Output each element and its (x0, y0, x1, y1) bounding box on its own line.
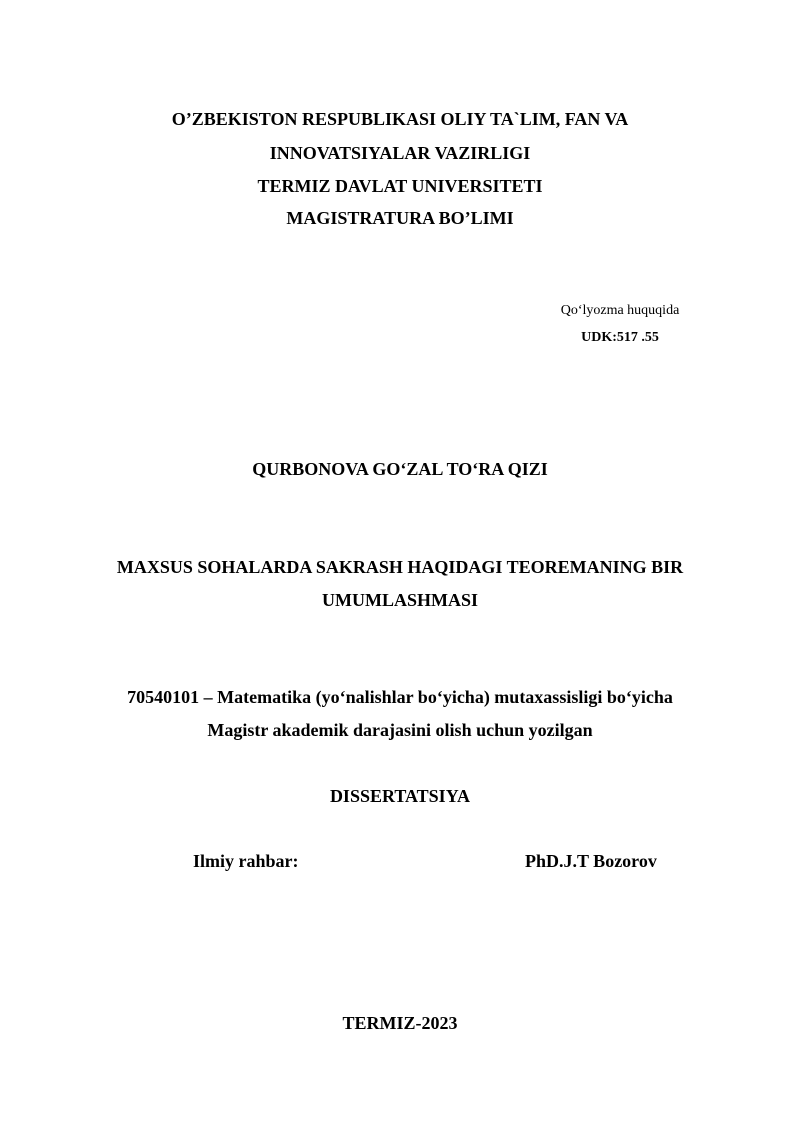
ministry-line-1: O’ZBEKISTON RESPUBLIKASI OLIY TA`LIM, FAN VA (171, 109, 629, 129)
supervisor-label: Ilmiy rahbar: (193, 851, 299, 871)
document-type: DISSERTATSIYA (329, 786, 471, 806)
university-name: TERMIZ DAVLAT UNIVERSITETI (257, 176, 543, 196)
thesis-title-line-1: MAXSUS SOHALARDA SAKRASH HAQIDAGI TEOREMANING BIR (116, 557, 684, 577)
supervisor-name: PhD.J.T Bozorov (525, 851, 657, 871)
department-name: MAGISTRATURA BO’LIMI (286, 208, 514, 228)
author-name: QURBONOVA GO‘ZAL TO‘RA QIZI (252, 459, 548, 479)
thesis-title-line-2: UMUMLASHMASI (322, 590, 478, 610)
udk-code: UDK:517 .55 (581, 330, 659, 345)
manuscript-rights-label: Qo‘lyozma huquqida (560, 303, 680, 318)
place-and-year: TERMIZ-2023 (342, 1013, 458, 1033)
specialty-line-2: Magistr akademik darajasini olish uchun yozilgan (207, 720, 593, 740)
ministry-line-2: INNOVATSIYALAR VAZIRLIGI (269, 143, 531, 163)
specialty-line-1: 70540101 – Matematika (yo‘nalishlar bo‘yicha) mutaxassisligi bo‘yicha (127, 687, 673, 707)
